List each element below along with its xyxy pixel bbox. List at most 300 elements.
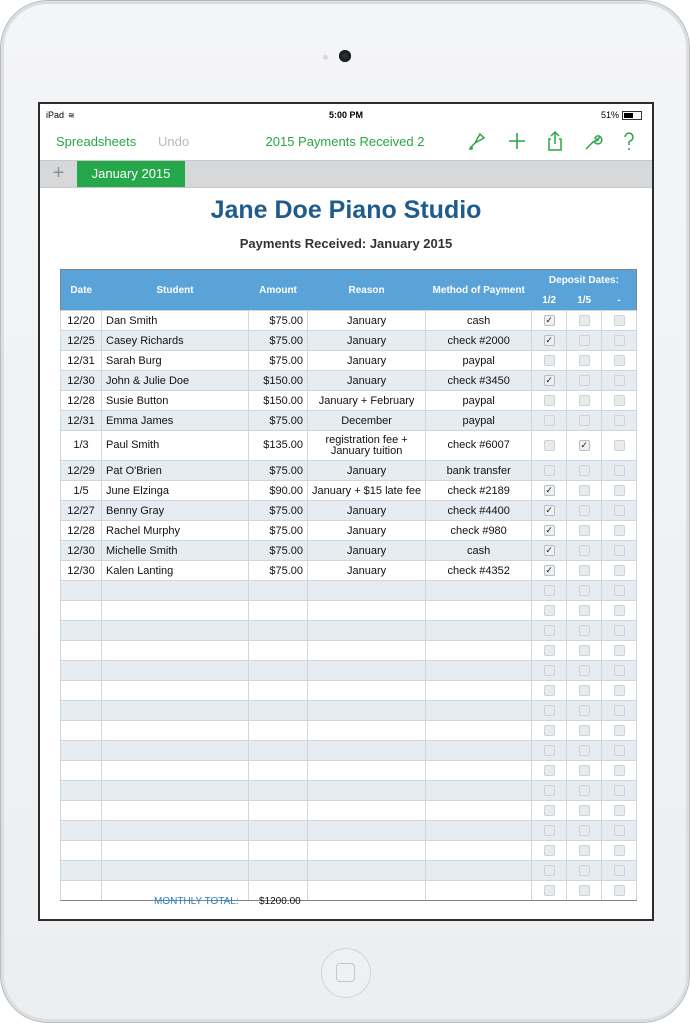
date-cell[interactable] xyxy=(61,581,102,601)
deposit-checkbox[interactable] xyxy=(544,665,555,676)
header-deposit-blank[interactable]: - xyxy=(617,294,621,306)
deposit-checkbox[interactable] xyxy=(579,395,590,406)
deposit-checkbox[interactable]: ✓ xyxy=(545,545,553,556)
date-cell[interactable]: 12/20 xyxy=(61,311,102,331)
method-cell[interactable] xyxy=(426,701,532,721)
amount-cell[interactable]: $75.00 xyxy=(249,411,308,431)
deposit-checkbox[interactable]: ✓ xyxy=(545,335,553,346)
deposit-checkbox[interactable] xyxy=(614,525,625,536)
amount-cell[interactable] xyxy=(249,861,308,881)
battery-percent: 51% xyxy=(600,110,619,120)
deposit-checkbox[interactable] xyxy=(614,505,625,516)
deposit-checkbox[interactable] xyxy=(614,645,625,656)
deposit-checkbox[interactable] xyxy=(614,805,625,816)
deposit-checkbox[interactable] xyxy=(614,745,625,756)
header-deposit-dates[interactable]: Deposit Dates: xyxy=(548,274,619,286)
method-cell[interactable]: cash xyxy=(426,541,532,561)
date-cell[interactable] xyxy=(61,781,102,801)
deposit-checkbox[interactable] xyxy=(544,825,555,836)
deposit-checkbox[interactable] xyxy=(544,685,555,696)
table-row xyxy=(61,391,637,411)
reason-cell[interactable]: January xyxy=(308,371,426,391)
reason-cell[interactable] xyxy=(308,801,426,821)
reason-cell[interactable] xyxy=(308,861,426,881)
deposit-checkbox[interactable] xyxy=(544,395,555,406)
deposit-cell xyxy=(532,621,567,641)
deposit-checkbox[interactable] xyxy=(614,545,625,556)
deposit-checkbox[interactable] xyxy=(614,785,625,796)
amount-cell[interactable]: $75.00 xyxy=(249,541,308,561)
deposit-checkbox[interactable] xyxy=(579,505,590,516)
student-cell[interactable] xyxy=(102,821,249,841)
amount-cell[interactable]: $75.00 xyxy=(249,351,308,371)
table-row xyxy=(61,461,637,481)
reason-cell[interactable]: January xyxy=(308,501,426,521)
method-cell[interactable] xyxy=(426,721,532,741)
reason-cell[interactable]: January xyxy=(308,331,426,351)
amount-cell[interactable] xyxy=(249,761,308,781)
reason-cell[interactable] xyxy=(308,661,426,681)
deposit-cell xyxy=(532,641,567,661)
table-row xyxy=(61,311,637,331)
share-icon[interactable] xyxy=(544,130,566,152)
student-cell[interactable]: Emma James xyxy=(102,411,249,431)
deposit-checkbox[interactable] xyxy=(614,395,625,406)
date-cell[interactable]: 1/3 xyxy=(61,431,102,461)
deposit-checkbox[interactable] xyxy=(579,625,590,636)
deposit-checkbox[interactable] xyxy=(614,335,625,346)
deposit-checkbox[interactable] xyxy=(579,335,590,346)
deposit-checkbox[interactable] xyxy=(614,705,625,716)
amount-cell[interactable] xyxy=(249,801,308,821)
deposit-checkbox[interactable]: ✓ xyxy=(580,439,588,450)
method-cell[interactable]: check #3450 xyxy=(426,371,532,391)
method-cell[interactable]: check #2000 xyxy=(426,331,532,351)
student-cell[interactable]: June Elzinga xyxy=(102,481,249,501)
deposit-checkbox[interactable] xyxy=(579,355,590,366)
method-cell[interactable]: paypal xyxy=(426,351,532,371)
amount-cell[interactable] xyxy=(249,621,308,641)
date-cell[interactable]: 12/29 xyxy=(61,461,102,481)
reason-cell[interactable]: January xyxy=(308,521,426,541)
date-cell[interactable]: 12/28 xyxy=(61,521,102,541)
deposit-cell xyxy=(567,721,602,741)
monthly-total-value[interactable]: $1200.00 xyxy=(259,896,301,907)
reason-cell[interactable]: January xyxy=(308,311,426,331)
amount-cell[interactable] xyxy=(249,581,308,601)
amount-cell[interactable]: $135.00 xyxy=(249,431,308,461)
deposit-checkbox[interactable] xyxy=(579,765,590,776)
deposit-checkbox[interactable] xyxy=(579,545,590,556)
deposit-checkbox[interactable] xyxy=(544,415,555,426)
method-cell[interactable] xyxy=(426,641,532,661)
method-cell[interactable] xyxy=(426,621,532,641)
undo-button[interactable]: Undo xyxy=(158,134,190,149)
amount-cell[interactable] xyxy=(249,701,308,721)
student-cell[interactable]: Michelle Smith xyxy=(102,541,249,561)
student-cell[interactable] xyxy=(102,601,249,621)
student-cell[interactable]: Paul Smith xyxy=(102,431,249,461)
date-cell[interactable]: 1/5 xyxy=(61,481,102,501)
student-cell[interactable] xyxy=(102,841,249,861)
deposit-checkbox[interactable] xyxy=(544,785,555,796)
deposit-cell xyxy=(532,431,567,461)
method-cell[interactable]: check #2189 xyxy=(426,481,532,501)
reason-cell[interactable]: January xyxy=(308,561,426,581)
help-icon[interactable] xyxy=(618,130,640,152)
student-cell[interactable] xyxy=(102,701,249,721)
document-title: 2015 Payments Received 2 xyxy=(265,134,425,149)
deposit-checkbox[interactable] xyxy=(614,585,625,596)
student-cell[interactable]: Rachel Murphy xyxy=(102,521,249,541)
header-reason[interactable]: Reason xyxy=(348,284,385,296)
student-cell[interactable] xyxy=(102,861,249,881)
method-cell[interactable] xyxy=(426,741,532,761)
reason-cell[interactable] xyxy=(308,681,426,701)
date-cell[interactable] xyxy=(61,841,102,861)
deposit-checkbox[interactable] xyxy=(579,315,590,326)
student-cell[interactable] xyxy=(102,741,249,761)
amount-cell[interactable] xyxy=(249,841,308,861)
amount-cell[interactable]: $75.00 xyxy=(249,461,308,481)
student-cell[interactable]: Susie Button xyxy=(102,391,249,411)
deposit-cell xyxy=(532,841,567,861)
deposit-cell xyxy=(567,641,602,661)
deposit-cell xyxy=(567,541,602,561)
empty-table-row xyxy=(61,721,637,741)
deposit-cell xyxy=(567,821,602,841)
method-cell[interactable] xyxy=(426,661,532,681)
reason-cell[interactable]: January xyxy=(308,461,426,481)
deposit-cell xyxy=(567,881,602,901)
deposit-cell xyxy=(602,681,637,701)
deposit-cell xyxy=(532,351,567,371)
reason-cell[interactable]: January xyxy=(308,541,426,561)
deposit-checkbox[interactable] xyxy=(579,685,590,696)
method-cell[interactable] xyxy=(426,581,532,601)
table-row xyxy=(61,541,637,561)
student-cell[interactable]: Casey Richards xyxy=(102,331,249,351)
empty-table-row xyxy=(61,661,637,681)
amount-cell[interactable] xyxy=(249,601,308,621)
method-cell[interactable] xyxy=(426,881,532,901)
deposit-cell xyxy=(567,391,602,411)
student-cell[interactable]: Kalen Lanting xyxy=(102,561,249,581)
method-cell[interactable] xyxy=(426,821,532,841)
deposit-checkbox[interactable] xyxy=(579,665,590,676)
deposit-cell xyxy=(602,481,637,501)
student-cell[interactable]: Benny Gray xyxy=(102,501,249,521)
amount-cell[interactable]: $75.00 xyxy=(249,521,308,541)
deposit-checkbox[interactable]: ✓ xyxy=(545,505,553,516)
deposit-checkbox[interactable] xyxy=(579,585,590,596)
student-cell[interactable] xyxy=(102,621,249,641)
deposit-checkbox[interactable] xyxy=(544,625,555,636)
deposit-checkbox[interactable] xyxy=(544,465,555,476)
amount-cell[interactable] xyxy=(249,821,308,841)
empty-table-row xyxy=(61,681,637,701)
deposit-checkbox[interactable] xyxy=(579,415,590,426)
student-cell[interactable] xyxy=(102,761,249,781)
reason-cell[interactable]: January + February xyxy=(308,391,426,411)
date-cell[interactable] xyxy=(61,761,102,781)
deposit-checkbox[interactable] xyxy=(544,885,555,896)
header-amount[interactable]: Amount xyxy=(259,284,297,296)
deposit-cell xyxy=(567,681,602,701)
deposit-cell xyxy=(567,781,602,801)
deposit-cell xyxy=(532,311,567,331)
spreadsheets-button[interactable]: Spreadsheets xyxy=(56,134,137,149)
reason-cell[interactable] xyxy=(308,701,426,721)
date-cell[interactable]: 12/27 xyxy=(61,501,102,521)
deposit-checkbox[interactable] xyxy=(579,375,590,386)
reason-cell[interactable] xyxy=(308,641,426,661)
deposit-checkbox[interactable] xyxy=(579,785,590,796)
date-cell[interactable]: 12/31 xyxy=(61,351,102,371)
method-cell[interactable] xyxy=(426,601,532,621)
date-cell[interactable] xyxy=(61,801,102,821)
deposit-cell xyxy=(532,561,567,581)
date-cell[interactable] xyxy=(61,621,102,641)
deposit-checkbox[interactable] xyxy=(614,485,625,496)
reason-cell[interactable]: January xyxy=(308,351,426,371)
deposit-cell xyxy=(532,821,567,841)
student-cell[interactable] xyxy=(102,641,249,661)
deposit-checkbox[interactable] xyxy=(614,565,625,576)
deposit-checkbox[interactable] xyxy=(544,585,555,596)
deposit-checkbox[interactable] xyxy=(544,605,555,616)
deposit-checkbox[interactable] xyxy=(614,865,625,876)
front-camera xyxy=(339,50,351,62)
date-cell[interactable] xyxy=(61,881,102,901)
method-cell[interactable]: check #6007 xyxy=(426,431,532,461)
deposit-checkbox[interactable] xyxy=(544,765,555,776)
deposit-checkbox[interactable] xyxy=(544,355,555,366)
deposit-checkbox[interactable] xyxy=(614,625,625,636)
deposit-cell xyxy=(602,371,637,391)
date-cell[interactable] xyxy=(61,701,102,721)
method-cell[interactable]: bank transfer xyxy=(426,461,532,481)
reason-cell[interactable]: December xyxy=(308,411,426,431)
deposit-checkbox[interactable] xyxy=(544,805,555,816)
reason-cell[interactable] xyxy=(308,581,426,601)
amount-cell[interactable]: $75.00 xyxy=(249,311,308,331)
method-cell[interactable]: cash xyxy=(426,311,532,331)
amount-cell[interactable] xyxy=(249,681,308,701)
deposit-checkbox[interactable] xyxy=(614,440,625,451)
wrench-icon[interactable] xyxy=(582,130,604,152)
empty-table-row xyxy=(61,601,637,621)
student-cell[interactable] xyxy=(102,801,249,821)
student-cell[interactable]: Pat O'Brien xyxy=(102,461,249,481)
deposit-checkbox[interactable] xyxy=(614,885,625,896)
amount-cell[interactable]: $75.00 xyxy=(249,331,308,351)
empty-table-row xyxy=(61,741,637,761)
deposit-checkbox[interactable] xyxy=(614,685,625,696)
deposit-cell xyxy=(532,741,567,761)
deposit-checkbox[interactable] xyxy=(614,845,625,856)
deposit-checkbox[interactable] xyxy=(614,315,625,326)
deposit-checkbox[interactable] xyxy=(614,725,625,736)
student-cell[interactable] xyxy=(102,661,249,681)
date-cell[interactable]: 12/30 xyxy=(61,371,102,391)
method-cell[interactable] xyxy=(426,781,532,801)
date-cell[interactable] xyxy=(61,601,102,621)
header-method[interactable]: Method of Payment xyxy=(432,284,525,296)
deposit-checkbox[interactable] xyxy=(579,885,590,896)
deposit-checkbox[interactable] xyxy=(614,375,625,386)
reason-cell[interactable] xyxy=(308,781,426,801)
date-cell[interactable]: 12/30 xyxy=(61,561,102,581)
deposit-cell xyxy=(602,601,637,621)
header-student[interactable]: Student xyxy=(156,284,194,296)
deposit-cell xyxy=(602,351,637,371)
method-cell[interactable]: check #980 xyxy=(426,521,532,541)
amount-cell[interactable]: $150.00 xyxy=(249,371,308,391)
method-cell[interactable] xyxy=(426,761,532,781)
date-cell[interactable]: 12/30 xyxy=(61,541,102,561)
deposit-checkbox[interactable] xyxy=(579,565,590,576)
student-cell[interactable] xyxy=(102,721,249,741)
deposit-cell xyxy=(567,311,602,331)
deposit-checkbox[interactable] xyxy=(614,465,625,476)
reason-cell[interactable]: January + $15 late fee xyxy=(308,481,426,501)
deposit-cell xyxy=(567,461,602,481)
date-cell[interactable] xyxy=(61,861,102,881)
deposit-cell xyxy=(567,701,602,721)
amount-cell[interactable] xyxy=(249,741,308,761)
deposit-checkbox[interactable] xyxy=(579,725,590,736)
status-bar xyxy=(40,104,652,126)
amount-cell[interactable] xyxy=(249,781,308,801)
header-date[interactable]: Date xyxy=(70,284,93,296)
deposit-cell xyxy=(567,561,602,581)
method-cell[interactable]: check #4400 xyxy=(426,501,532,521)
deposit-checkbox[interactable] xyxy=(544,865,555,876)
deposit-checkbox[interactable] xyxy=(614,765,625,776)
deposit-checkbox[interactable] xyxy=(579,805,590,816)
deposit-checkbox[interactable] xyxy=(614,355,625,366)
method-cell[interactable] xyxy=(426,681,532,701)
amount-cell[interactable]: $150.00 xyxy=(249,391,308,411)
deposit-checkbox[interactable] xyxy=(544,725,555,736)
amount-cell[interactable] xyxy=(249,661,308,681)
deposit-checkbox[interactable] xyxy=(544,440,555,451)
method-cell[interactable] xyxy=(426,841,532,861)
deposit-checkbox[interactable]: ✓ xyxy=(545,565,553,576)
deposit-checkbox[interactable] xyxy=(579,645,590,656)
deposit-checkbox[interactable] xyxy=(614,825,625,836)
deposit-checkbox[interactable] xyxy=(614,665,625,676)
date-cell[interactable] xyxy=(61,821,102,841)
date-cell[interactable] xyxy=(61,641,102,661)
date-cell[interactable] xyxy=(61,661,102,681)
deposit-checkbox[interactable] xyxy=(614,415,625,426)
method-cell[interactable]: paypal xyxy=(426,391,532,411)
amount-cell[interactable]: $90.00 xyxy=(249,481,308,501)
deposit-checkbox[interactable] xyxy=(544,845,555,856)
student-cell[interactable] xyxy=(102,781,249,801)
student-cell[interactable] xyxy=(102,581,249,601)
date-cell[interactable]: 12/31 xyxy=(61,411,102,431)
deposit-checkbox[interactable] xyxy=(579,745,590,756)
deposit-cell xyxy=(532,481,567,501)
format-brush-icon[interactable] xyxy=(466,130,488,152)
deposit-checkbox[interactable] xyxy=(579,865,590,876)
reason-cell[interactable] xyxy=(308,821,426,841)
deposit-cell xyxy=(602,781,637,801)
deposit-checkbox[interactable] xyxy=(579,705,590,716)
amount-cell[interactable]: $75.00 xyxy=(249,501,308,521)
deposit-checkbox[interactable] xyxy=(614,605,625,616)
empty-table-row xyxy=(61,801,637,821)
reason-cell[interactable] xyxy=(308,741,426,761)
deposit-checkbox[interactable] xyxy=(544,745,555,756)
header-deposit-1-5[interactable]: 1/5 xyxy=(577,294,592,306)
header-deposit-1-2[interactable]: 1/2 xyxy=(542,294,557,306)
reason-cell[interactable]: registration fee + January tuition xyxy=(308,431,426,461)
deposit-checkbox[interactable] xyxy=(544,705,555,716)
deposit-checkbox[interactable]: ✓ xyxy=(545,315,553,326)
reason-cell[interactable] xyxy=(308,621,426,641)
date-cell[interactable] xyxy=(61,681,102,701)
amount-cell[interactable] xyxy=(249,641,308,661)
reason-cell[interactable] xyxy=(308,601,426,621)
deposit-checkbox[interactable]: ✓ xyxy=(545,525,553,536)
method-cell[interactable] xyxy=(426,861,532,881)
deposit-checkbox[interactable]: ✓ xyxy=(545,375,553,386)
table-row xyxy=(61,521,637,541)
deposit-checkbox[interactable] xyxy=(579,605,590,616)
method-cell[interactable]: paypal xyxy=(426,411,532,431)
deposit-checkbox[interactable] xyxy=(544,645,555,656)
amount-cell[interactable]: $75.00 xyxy=(249,561,308,581)
deposit-cell xyxy=(532,521,567,541)
add-sheet-button[interactable]: + xyxy=(40,161,78,187)
date-cell[interactable]: 12/25 xyxy=(61,331,102,351)
deposit-checkbox[interactable] xyxy=(579,485,590,496)
tab-january-2015[interactable]: January 2015 xyxy=(77,161,185,187)
student-cell[interactable] xyxy=(102,681,249,701)
method-cell[interactable]: check #4352 xyxy=(426,561,532,581)
deposit-cell xyxy=(567,761,602,781)
deposit-cell xyxy=(602,521,637,541)
reason-cell[interactable] xyxy=(308,841,426,861)
deposit-checkbox[interactable] xyxy=(579,825,590,836)
amount-cell[interactable] xyxy=(249,721,308,741)
reason-cell[interactable] xyxy=(308,761,426,781)
table-row xyxy=(61,371,637,391)
deposit-checkbox[interactable]: ✓ xyxy=(545,485,553,496)
student-cell[interactable]: John & Julie Doe xyxy=(102,371,249,391)
date-cell[interactable] xyxy=(61,721,102,741)
date-cell[interactable]: 12/28 xyxy=(61,391,102,411)
reason-cell[interactable] xyxy=(308,721,426,741)
deposit-cell xyxy=(532,701,567,721)
deposit-cell xyxy=(602,541,637,561)
deposit-checkbox[interactable] xyxy=(579,845,590,856)
student-cell[interactable]: Dan Smith xyxy=(102,311,249,331)
method-cell[interactable] xyxy=(426,801,532,821)
date-cell[interactable] xyxy=(61,741,102,761)
add-icon[interactable] xyxy=(506,130,528,152)
student-cell[interactable]: Sarah Burg xyxy=(102,351,249,371)
deposit-cell xyxy=(532,721,567,741)
deposit-checkbox[interactable] xyxy=(579,525,590,536)
clock: 5:00 PM xyxy=(328,110,363,120)
reason-cell[interactable] xyxy=(308,881,426,901)
deposit-checkbox[interactable] xyxy=(579,465,590,476)
